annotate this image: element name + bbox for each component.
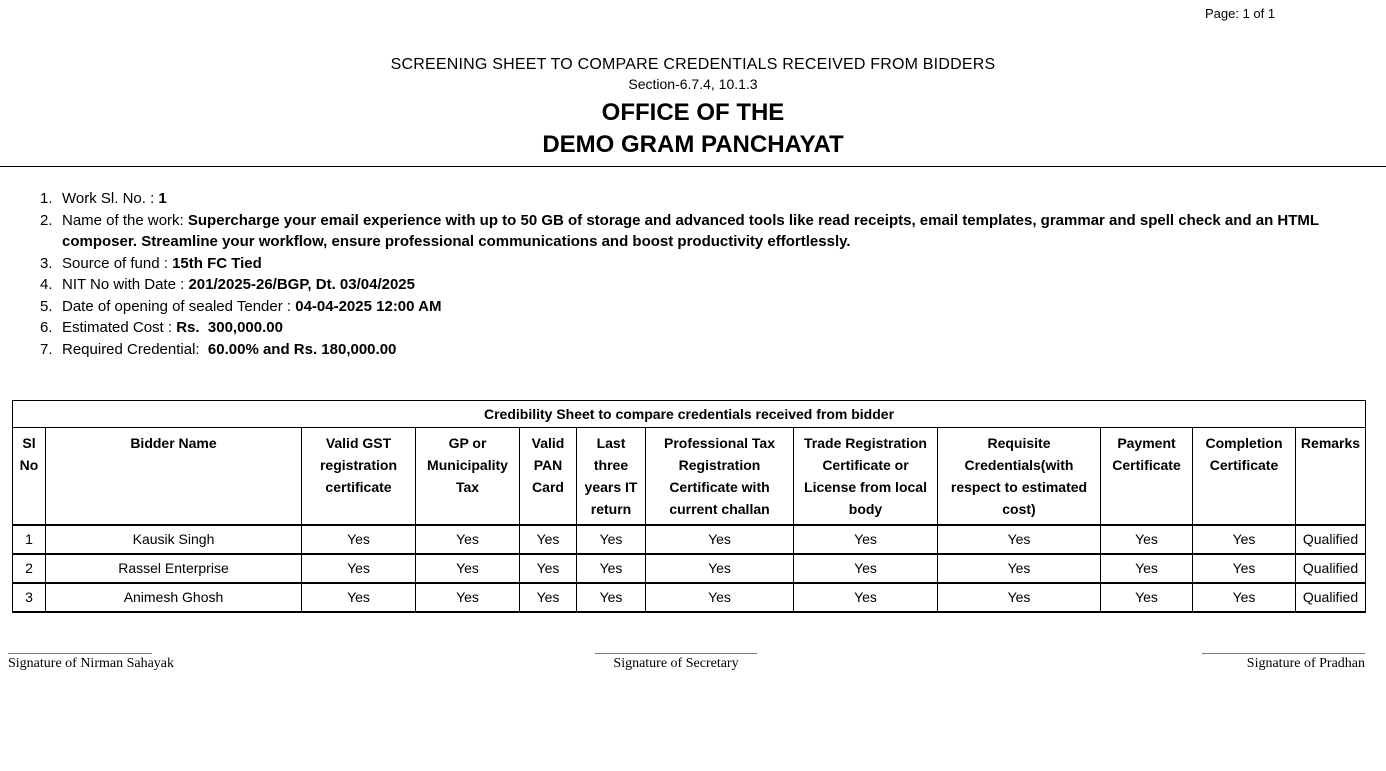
column-header-valid-gst: Valid GST registration certificate [302, 428, 416, 525]
column-header-it-return: Last three years IT return [577, 428, 646, 525]
signature-line [8, 653, 152, 654]
detail-number: 6. [40, 319, 53, 336]
detail-nit-no [40, 274, 1364, 296]
table-cell: Yes [1193, 525, 1296, 554]
detail-required-credential [40, 339, 1364, 361]
table-cell: Yes [416, 554, 520, 583]
detail-label: Date of opening of sealed Tender : [62, 297, 296, 315]
table-cell: Yes [646, 525, 794, 554]
column-header-payment-certificate: Payment Certificate [1101, 428, 1193, 525]
detail-value: 201/2025-26/BGP, Dt. 03/04/2025 [188, 276, 415, 293]
column-header-gp-municipality-tax: GP or Municipality Tax [416, 428, 520, 525]
table-cell: Yes [302, 554, 416, 583]
column-header-bidder-name: Bidder Name [46, 428, 302, 525]
table-cell-sl-no: 2 [13, 554, 46, 583]
table-cell: Yes [520, 525, 577, 554]
table-cell-bidder-name: Animesh Ghosh [46, 583, 302, 612]
column-header-valid-pan: Valid PAN Card [520, 428, 577, 525]
section-reference: Section-6.7.4, 10.1.3 [628, 76, 758, 92]
table-caption: Credibility Sheet to compare credentials received from bidder [13, 401, 1366, 428]
column-header-requisite-credentials: Requisite Credentials(with respect to estimated cost) [938, 428, 1101, 525]
table-cell: Yes [416, 525, 520, 554]
table-cell-remarks: Qualified [1296, 554, 1366, 583]
signature-block-secretary [595, 653, 757, 672]
table-cell: Yes [646, 583, 794, 612]
table-row [13, 554, 1366, 583]
table-cell: Yes [577, 554, 646, 583]
table-cell-sl-no: 3 [13, 583, 46, 612]
signature-label: Signature of Nirman Sahayak [8, 656, 175, 671]
signature-block-pradhan [1202, 653, 1365, 672]
signature-label: Signature of Pradhan [1246, 656, 1365, 671]
signature-line [1202, 653, 1365, 654]
table-row [13, 525, 1366, 554]
table-cell: Yes [1101, 583, 1193, 612]
table-cell: Yes [938, 525, 1101, 554]
detail-number: 3. [40, 254, 53, 272]
detail-value: 1 [158, 190, 167, 207]
signature-block-nirman-sahayak [8, 653, 174, 672]
detail-label: Name of the work: [62, 211, 188, 229]
column-header-completion-certificate: Completion Certificate [1193, 428, 1296, 525]
detail-number: 7. [40, 340, 53, 358]
detail-number: 5. [40, 297, 53, 315]
office-title-line1: OFFICE OF THE [601, 99, 785, 126]
detail-value: 15th FC Tied [172, 254, 262, 272]
detail-work-name [40, 210, 1364, 253]
detail-label: NIT No with Date : [62, 276, 189, 293]
table-cell: Yes [577, 583, 646, 612]
detail-work-sl-no [40, 188, 1364, 210]
column-header-trade-registration: Trade Registration Certificate or License from local body [794, 428, 938, 525]
work-details-list [40, 188, 1364, 360]
detail-number: 4. [40, 276, 53, 293]
detail-label: Work Sl. No. : [62, 190, 159, 207]
detail-value: 04-04-2025 12:00 AM [295, 297, 442, 315]
table-row [13, 583, 1366, 612]
table-cell: Yes [416, 583, 520, 612]
detail-source-of-fund [40, 253, 1364, 275]
detail-number: 1. [40, 190, 53, 207]
table-cell-bidder-name: Rassel Enterprise [46, 554, 302, 583]
detail-value: 60.00% and Rs. 180,000.00 [207, 340, 397, 358]
header-divider [0, 166, 1386, 167]
page-number-label: Page: 1 of 1 [1205, 6, 1276, 21]
detail-number: 2. [40, 211, 53, 229]
document-header [0, 56, 1386, 159]
signature-label: Signature of Secretary [613, 656, 739, 671]
table-header-row [13, 428, 1366, 525]
table-cell: Yes [1193, 583, 1296, 612]
table-cell: Yes [577, 525, 646, 554]
table-cell: Yes [1101, 554, 1193, 583]
table-cell-remarks: Qualified [1296, 525, 1366, 554]
office-title-line2: DEMO GRAM PANCHAYAT [542, 131, 844, 158]
detail-label: Required Credential: [62, 340, 208, 358]
table-cell-sl-no: 1 [13, 525, 46, 554]
table-cell: Yes [1101, 525, 1193, 554]
table-cell: Yes [646, 554, 794, 583]
detail-estimated-cost [40, 317, 1364, 339]
table-cell: Yes [302, 525, 416, 554]
column-header-remarks: Remarks [1296, 428, 1366, 525]
table-cell: Yes [794, 554, 938, 583]
column-header-professional-tax: Professional Tax Registration Certificate with current challan [646, 428, 794, 525]
detail-value: Supercharge your email experience with up to 50 GB of storage and advanced tools like read receipts, email templates, grammar and spell check and an HTML composer. Streamline your workflow, ensure professional communications and boost productivity effortlessly. [62, 211, 1323, 250]
table-cell: Yes [520, 583, 577, 612]
detail-value: Rs. 300,000.00 [176, 319, 283, 336]
table-cell: Yes [938, 554, 1101, 583]
table-cell: Yes [938, 583, 1101, 612]
document-title: SCREENING SHEET TO COMPARE CREDENTIALS RECEIVED FROM BIDDERS [390, 56, 996, 73]
detail-label: Source of fund : [62, 254, 173, 272]
credibility-table [12, 400, 1366, 613]
table-cell: Yes [794, 525, 938, 554]
column-header-sl-no: Sl No [13, 428, 46, 525]
detail-tender-opening-date [40, 296, 1364, 318]
table-cell: Yes [1193, 554, 1296, 583]
table-cell-bidder-name: Kausik Singh [46, 525, 302, 554]
table-cell: Yes [794, 583, 938, 612]
table-cell: Yes [302, 583, 416, 612]
table-cell: Yes [520, 554, 577, 583]
table-caption-row [13, 401, 1366, 428]
table-cell-remarks: Qualified [1296, 583, 1366, 612]
signature-line [595, 653, 757, 654]
detail-label: Estimated Cost : [62, 319, 177, 336]
